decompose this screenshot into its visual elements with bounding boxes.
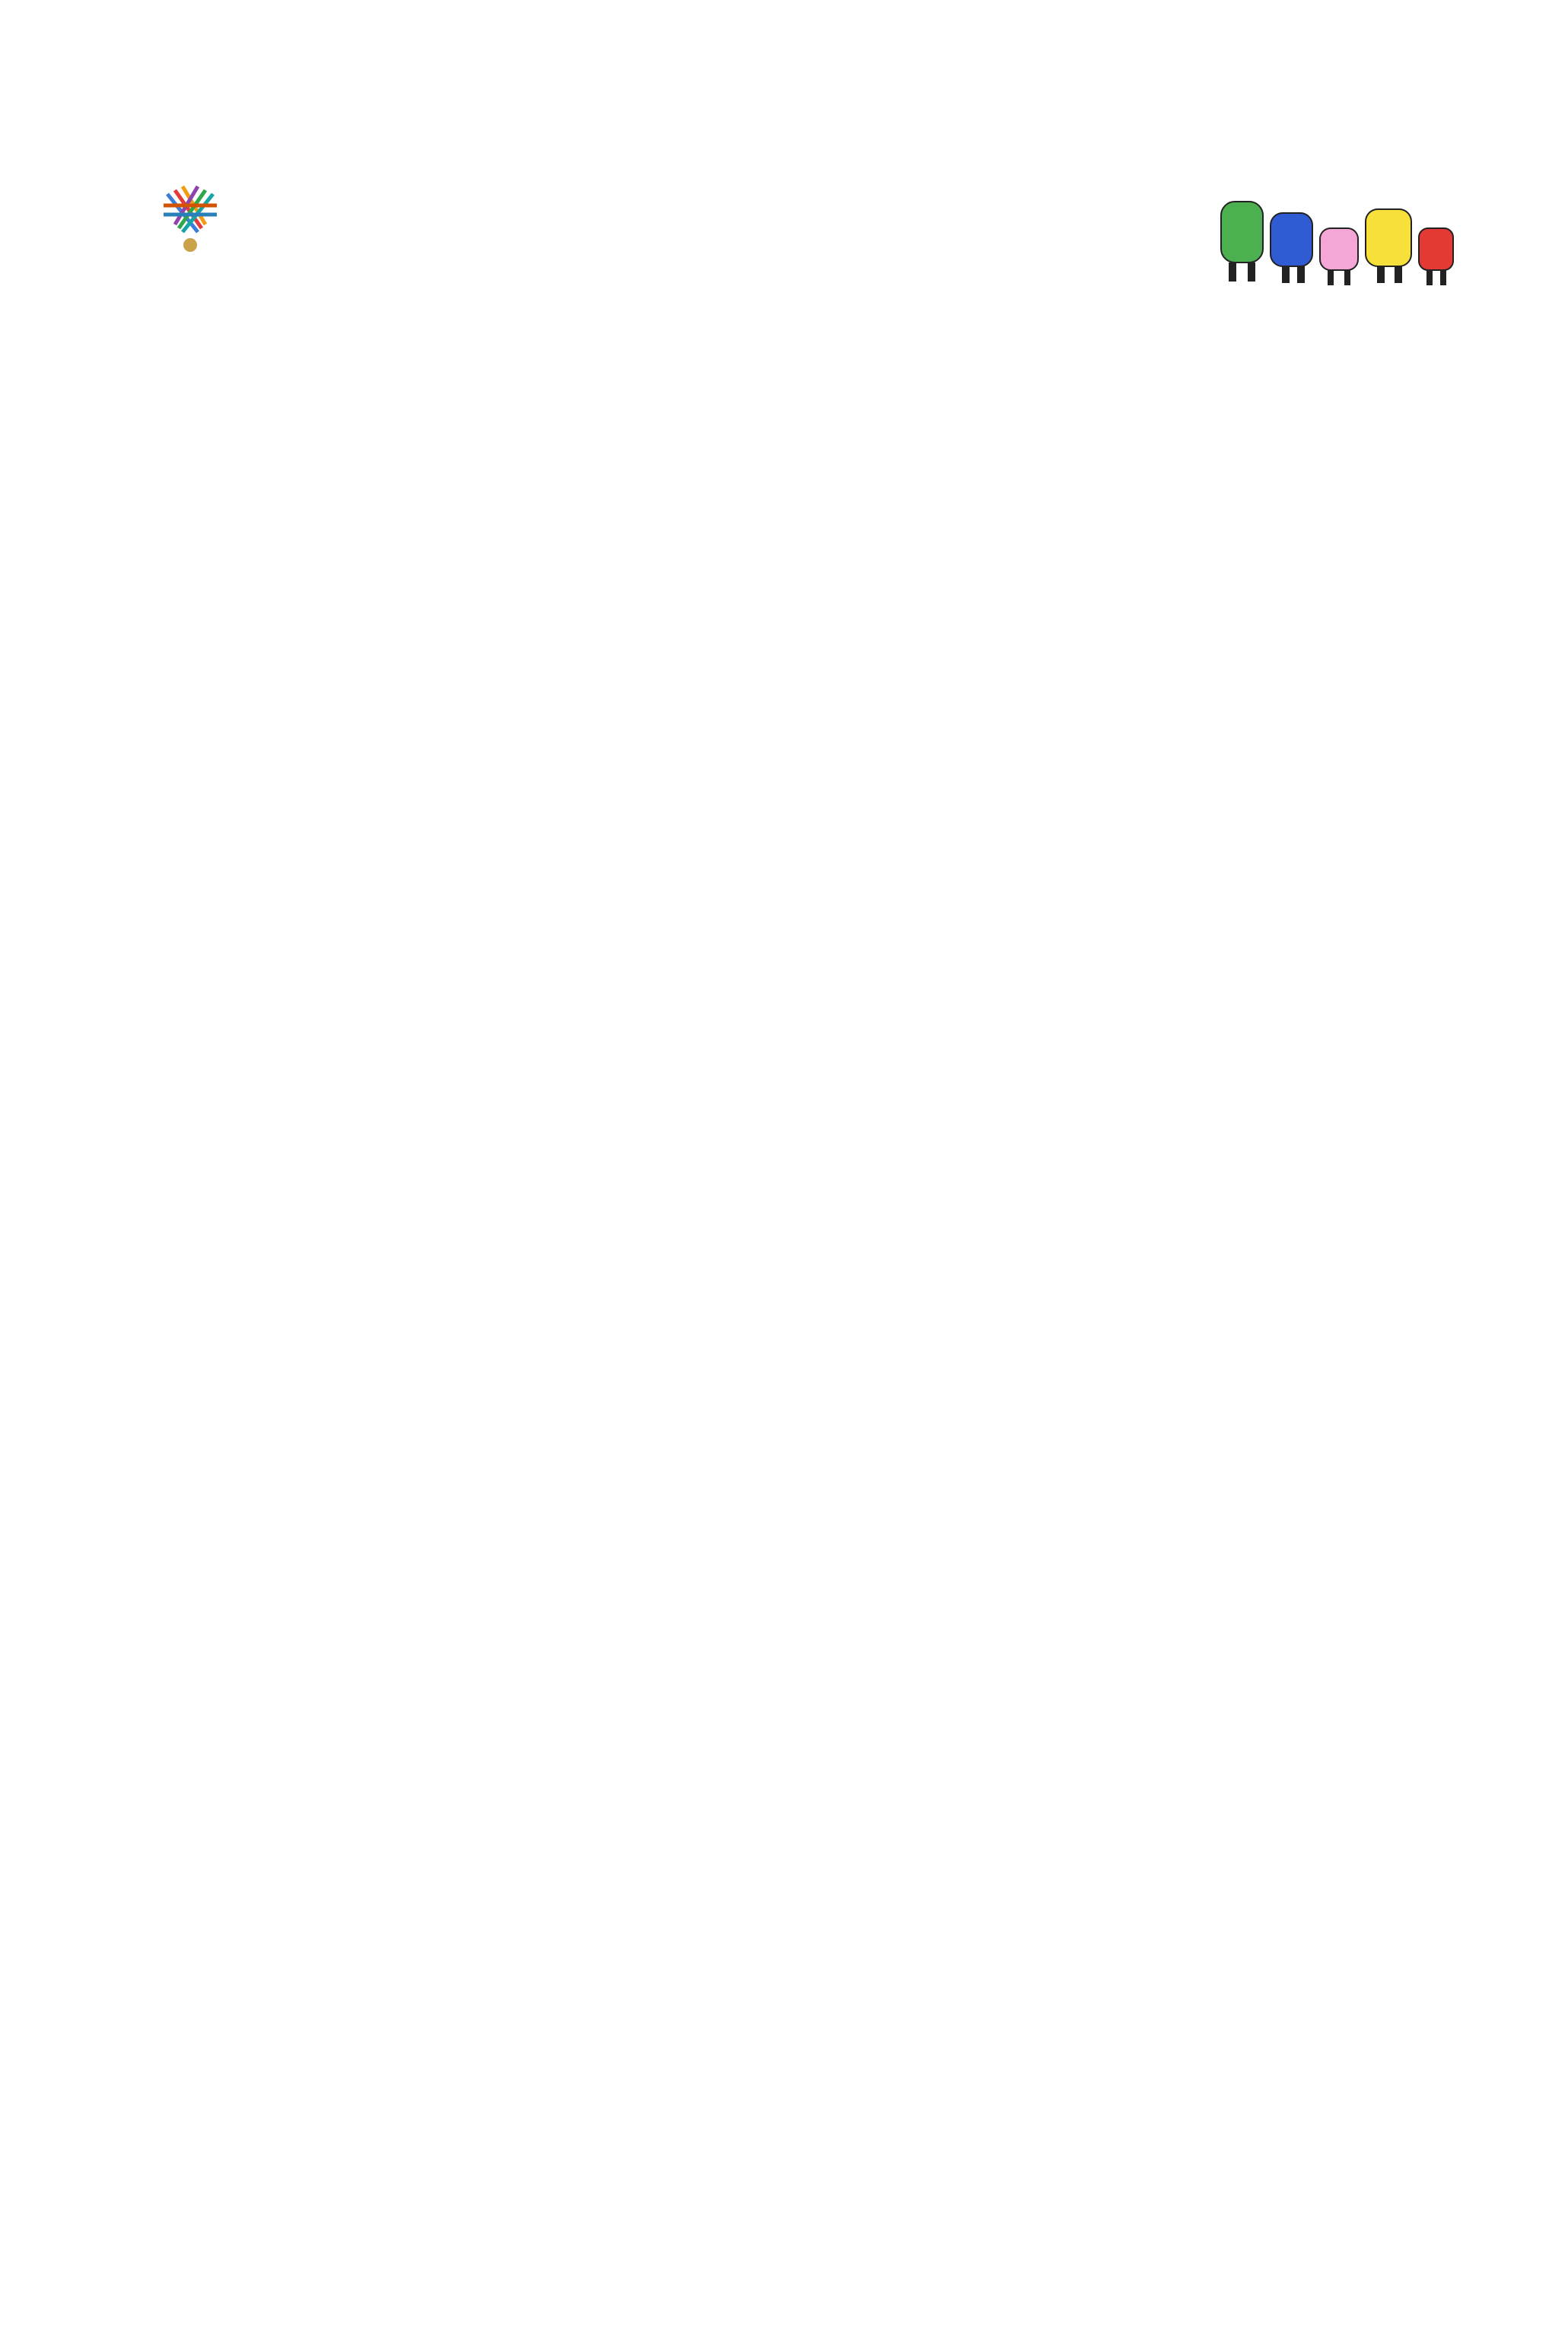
thailand-2025-logo [129, 183, 251, 289]
logo-emblem-icon [129, 183, 251, 259]
mascots-image [1213, 186, 1465, 293]
mascots-icon [1213, 186, 1465, 293]
